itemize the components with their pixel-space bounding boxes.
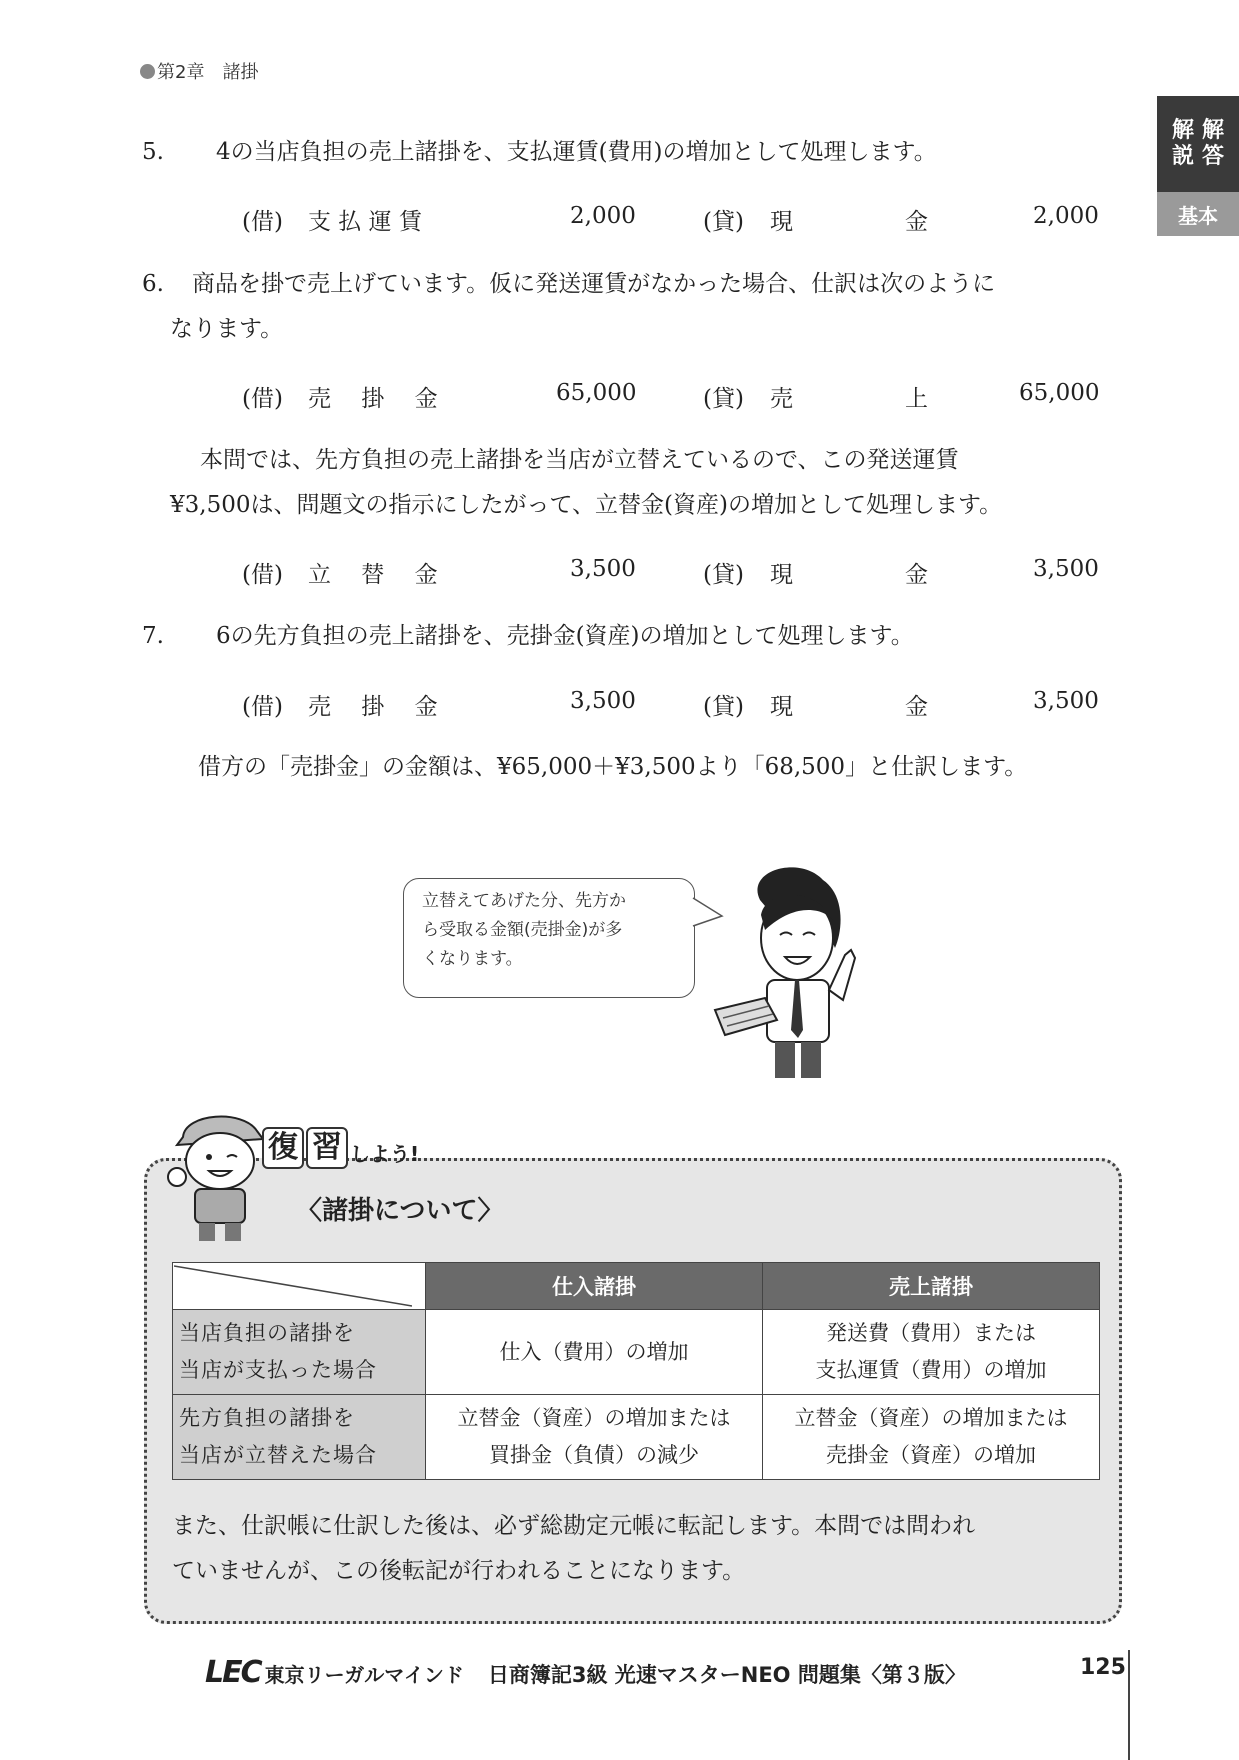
review-subtitle: 〈諸掛について〉 [296,1196,504,1226]
page-number: 125 [1080,1655,1126,1680]
diagonal-header-cell [173,1263,426,1310]
review-badge: 復 習 しよう! [262,1127,419,1169]
footer: LEC 東京リーガルマインド 日商簿記3級 光速マスターNEO 問題集〈第３版〉 [205,1655,966,1690]
review-note: また、仕訳帳に仕訳した後は、必ず総勘定元帳に転記します。本問では問われ ていませんが、この後転記が行われることになります。 [172,1513,976,1584]
side-tab-col1: 解説 [1171,118,1194,169]
cell-r2-c2: 立替金（資産）の増加または 売掛金（資産）の増加 [763,1395,1100,1480]
row-header-1: 当店負担の諸掛を 当店が支払った場合 [173,1310,426,1395]
chapter-header: 第2章 諸掛 [140,58,258,84]
table-row [173,1395,1100,1480]
cell-r1-c2: 発送費（費用）または 支払運賃（費用）の増加 [763,1310,1100,1395]
item-6: 6. 商品を掛で売上げています。仮に発送運賃がなかった場合、仕訳は次のように なります。 [142,271,996,342]
col-header-purchase: 仕入諸掛 [426,1263,763,1310]
cell-r2-c1: 立替金（資産）の増加または 買掛金（負債）の減少 [426,1395,763,1480]
teacher-illustration [705,860,865,1085]
speech-bubble: 立替えてあげた分、先方か ら受取る金額(売掛金)が多 くなります。 [403,878,695,998]
side-tab-col2: 解答 [1201,118,1224,169]
col-header-sales: 売上諸掛 [763,1263,1100,1310]
worker-illustration [165,1105,270,1245]
side-tab-basic[interactable]: 基本 [1157,192,1239,236]
item-5: 5. 4の当店負担の売上諸掛を、支払運賃(費用)の増加として処理します。 [142,139,937,165]
side-tab-answer[interactable] [1157,96,1239,192]
explanation-paragraph: 本問では、先方負担の売上諸掛を当店が立替えているので、この発送運賃 ¥3,500は、問題文の指示にしたがって、立替金(資産)の増加として処理します。 [170,447,1003,518]
lec-logo: LEC [205,1655,261,1690]
bullet-icon [140,64,155,79]
table-row [173,1310,1100,1395]
diagonal-line [174,1264,412,1308]
cell-r1-c1: 仕入（費用）の増加 [426,1310,763,1395]
conclusion-text: 借方の「売掛金」の金額は、¥65,000＋¥3,500より「68,500」と仕訳します。 [198,754,1028,780]
review-table [172,1262,1100,1480]
row-header-2: 先方負担の諸掛を 当店が立替えた場合 [173,1395,426,1480]
page-divider-line [1128,1650,1130,1760]
item-7: 7. 6の先方負担の売上諸掛を、売掛金(資産)の増加として処理します。 [142,623,914,649]
